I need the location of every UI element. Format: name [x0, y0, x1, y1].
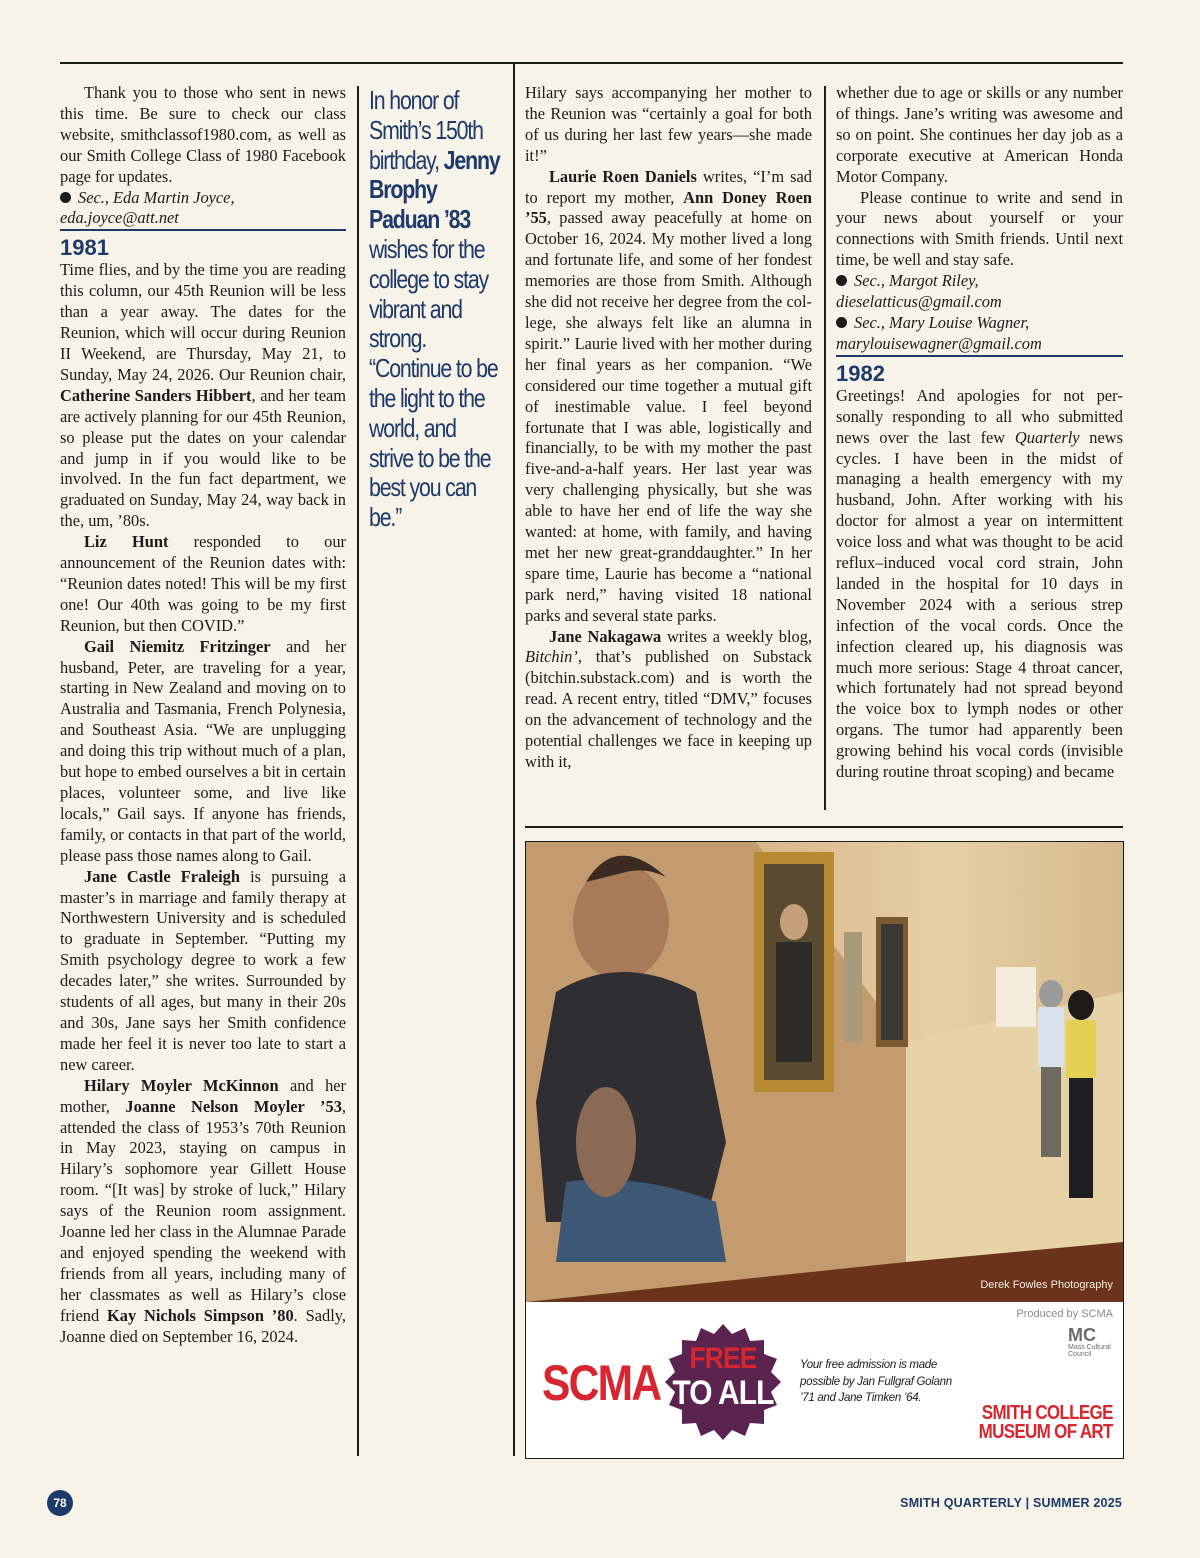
produced-by: Produced by SCMA: [1016, 1308, 1113, 1320]
gallery-photo: [526, 842, 1123, 1302]
to-all-text: TO ALL: [672, 1374, 774, 1412]
year-heading-1981: 1981: [60, 229, 346, 260]
year-heading-1982: 1982: [836, 355, 1123, 386]
secretary-email[interactable]: dieselatticus@gmail.com: [836, 292, 1002, 312]
photo-rule: [525, 826, 1123, 828]
page-number: 78: [47, 1490, 73, 1516]
paragraph: Gail Niemitz Fritzinger and her husband, Peter, are traveling for a year, starting in New Zealand and moving on to Australia and Tasmania, French Polynesia, and Southeast Asia. “We are unplugging and doing this trip without much of a plan, but hope to embed ourselves a bit in certain places, volunteer some, and live like locals,” Gail says. If anyone has friends, family, or contacts in that part of the world, please pass those names along to Gail.: [60, 636, 347, 865]
column-rule: [513, 64, 515, 1456]
secretary-email[interactable]: eda.joyce@att.net: [60, 208, 179, 228]
column-1: [60, 83, 346, 1347]
scma-logo: SCMA: [542, 1355, 661, 1411]
class-1980-intro: Thank you to those who sent in news this time. Be sure to check our class website, smithclassof1980.com, as well as our Smith College Class of 1980 Facebook page for updates.: [60, 83, 346, 186]
top-rule: [60, 62, 1123, 64]
paragraph: Time flies, and by the time you are reading this column, our 45th Reunion will be less than a year away. The dates for the Reunion, which will occur during Reunion II Weekend, are Thursday, May 21, to Sunday, May 24, 2026. Our Reunion chair, Catherine Sanders Hibbert, and her team are actively planning for our 45th Reunion, so please put the dates on your calendar and jump in if you would like to be involved. In the fun fact department, we graduated on Sunday, May 24, way back in the, um, ’80s.: [60, 260, 346, 531]
bullet-icon: [836, 317, 847, 328]
secretary-email[interactable]: marylouisewagner@gmail.com: [836, 333, 1042, 353]
paragraph: Jane Nakagawa writes a weekly blog, Bitchin’, that’s published on Substack (bitchin.substack.com) and is worth the read. A recent entry, titled “DMV,” focuses on the advancement of technology and the potential challenges we face in keeping up with it,: [525, 626, 812, 771]
mass-cultural-council-logo: MC Mass Cultural Council: [1068, 1325, 1111, 1358]
column-rule: [357, 86, 359, 1456]
paragraph: Hilary Moyler McKinnon and her mother, Joanne Nelson Moyler ’53, attended the class of 1953’s 70th Reunion in May 2023, staying on campus in Hilary’s sophomore year Gillett House room. “[It was] by stroke of luck,” Hilary says of the Reunion room assignment. Joanne led her class in the Alumnae Parade and enjoyed spending the weekend with friends from all years, including many of her classmates as well as Hilary’s close friend Kay Nichols Simpson ’80. Sadly, Joanne died on September 16, 2024.: [60, 1075, 346, 1346]
paragraph: Please continue to write and send in your news about yourself or your connections with Smith friends. Until next time, be well and stay safe.: [836, 187, 1123, 270]
paragraph: Greetings! And apologies for not personally responding to all who submitted news over the last few Quarterly news cycles. I have been in the midst of managing a health emergency with my husband, John. After working with his doctor for almost a year on intermittent voice loss and what was thought to be acid reflux–induced vocal cord strain, John landed in the hospital for 10 days in November 2024 with a serious strep infection of the vocal cords. Once the infection cleared up, his diagnosis was much more serious: Stage 4 throat cancer, which fortunately had not spread beyond the voice box to lymph nodes or other organs. The tumor had apparently been growing behind his vocal cords (invisible during routine throat scoping) and became: [836, 385, 1123, 782]
secretary-line: Sec., Margot Riley,: [836, 271, 1123, 292]
paragraph: Hilary says accompanying her mother to the Reunion was “certainly a goal for both of us during her last few years—she made it!”: [525, 83, 812, 165]
bullet-icon: [60, 192, 71, 203]
paragraph: whether due to age or skills or any number of things. Jane’s writing was awesome and so on point. She continues her day job as a corporate executive at American Honda Motor Company.: [836, 83, 1123, 186]
scma-advertisement[interactable]: [525, 841, 1124, 1459]
paragraph: Jane Castle Fraleigh is pursuing a master’s in marriage and family therapy at Northwestern University and is scheduled to graduate in September. “Putting my Smith psychology degree to work a few decades later,” she writes. Surrounded by students of all ages, but many in their 20s and 30s, Jane says her Smith confidence made her feel it is never too late to start a new career.: [60, 866, 346, 1074]
pull-quote: In honor of Smith’s 150th birthday, Jenny Brophy Paduan ’83 wishes for the college to stay vibrant and strong. “Continue to be the light to the world, and strive to be the best you can be.”: [369, 85, 500, 533]
free-text: FREE: [689, 1342, 757, 1375]
secretary-line: Sec., Eda Martin Joyce,: [60, 188, 346, 209]
photo-credit: Derek Fowles Photography: [980, 1279, 1113, 1291]
paragraph: Laurie Roen Daniels writes, “I’m sad to report my mother, Ann Doney Roen ’55, passed away peacefully at home on October 16, 2024. My mother lived a long and fortunate life, and some of her fondest memories are those from Smith. Although she did not receive her degree from the college, she always felt like an alumna in spirit.” Laurie lived with her mother during her final years as her companion. “We considered our time together a mutual gift of inestimable value. I feel beyond fortunate that I was able, logistically and financially, to be with my mother the past five-and-a-half years. Her last year was very challenging physically, but she was able to have her end of life the way she wanted: at home, with family, and having met her new great-granddaughter.” In her spare time, Laurie has become a “national park nerd,” having visited 18 national parks and several state parks.: [525, 166, 812, 625]
ad-banner: [526, 1302, 1123, 1458]
column-3: [525, 83, 812, 773]
secretary-line: Sec., Mary Louise Wagner,: [836, 313, 1123, 334]
column-rule: [824, 86, 826, 810]
column-4: [836, 83, 1123, 783]
paragraph: Liz Hunt responded to our announcement of the Reunion dates with: “Reunion dates noted! This will be my first one! Our 40th was going to be my first Reunion, but then COVID.”: [60, 532, 346, 635]
bullet-icon: [836, 275, 847, 286]
admission-note: Your free admission is made possible by Jan Fullgraf Golann ’71 and Jane Timken ’64.: [800, 1359, 952, 1404]
museum-logo: SMITH COLLEGE MUSEUM OF ART: [978, 1402, 1113, 1443]
footer-title: SMITH QUARTERLY | SUMMER 2025: [900, 1496, 1122, 1510]
